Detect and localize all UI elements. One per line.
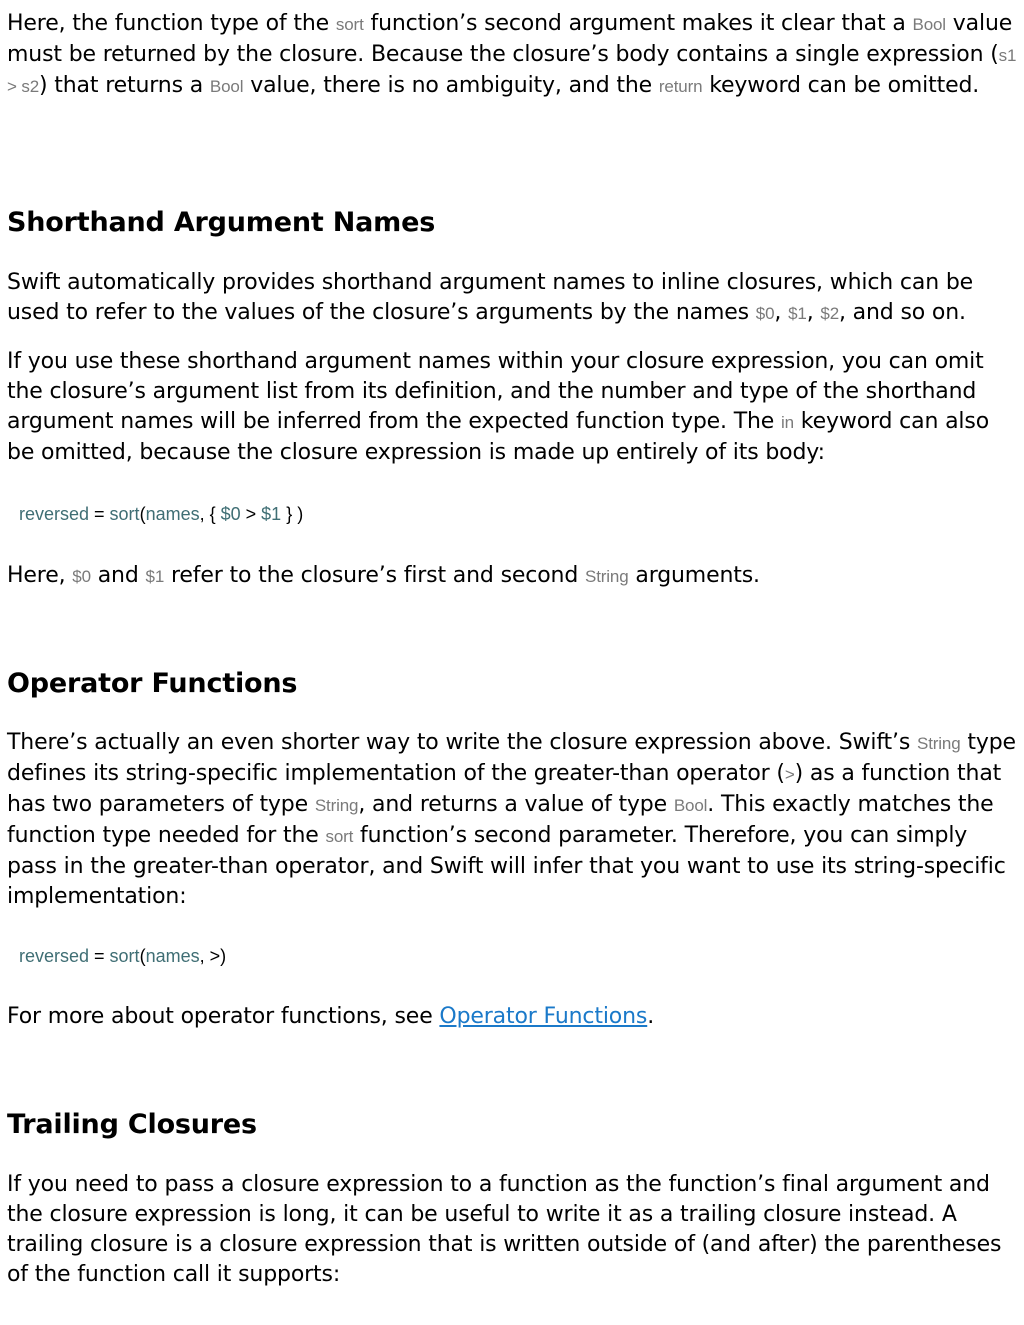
inline-code: $2	[820, 304, 839, 323]
operator-functions-link[interactable]: Operator Functions	[439, 1004, 648, 1029]
inline-code: Bool	[912, 15, 946, 34]
paragraph-shorthand-detail: If you use these shorthand argument names within your closure expression, you can omit the closure’s argument list from its definition, and the number and type of the shorthand argument names will be inferred from the expected function type. The in keyword can also be omitted, because the closure expression is made up entirely of its body:	[7, 349, 990, 465]
inline-code: s1 > s2	[7, 46, 1017, 96]
heading-trailing-closures: Trailing Closures	[7, 1109, 257, 1140]
code-block-shorthand: reversed = sort(names, { $0 > $1 } )	[19, 504, 304, 524]
inline-code: sort	[335, 15, 364, 34]
heading-shorthand-argument-names: Shorthand Argument Names	[7, 207, 436, 238]
paragraph-operator-see-also: For more about operator functions, see Operator Functions.	[7, 1004, 655, 1029]
inline-code: $1	[788, 304, 807, 323]
inline-code: String	[314, 796, 359, 815]
inline-code: Bool	[209, 77, 244, 96]
inline-code: $1	[145, 567, 165, 586]
inline-code: String	[585, 567, 629, 586]
inline-code: String	[917, 734, 961, 753]
inline-code: Bool	[673, 796, 708, 815]
paragraph-operator-intro: There’s actually an even shorter way to write the closure expression above. Swift’s String type defines its string-specific implementation of the greater-than operator (>) as a function that has two parameters of type String, and returns a value of type Bool. This exactly matches the function type needed for the sort function’s second parameter. Therefore, you can simply pass in the greater-than operator, and Swift will infer that you want to use its string-specific implementation:	[7, 730, 1016, 909]
inline-code: sort	[325, 827, 354, 846]
paragraph-closure-return: Here, the function type of the sort function’s second argument makes it clear that a Bool value must be returned by the closure. Because the closure’s body contains a single expression (s1 > s2) that returns a Bool value, there is no ambiguity, and the return keyword can be omitted.	[7, 11, 1017, 98]
inline-code: return	[658, 77, 703, 96]
inline-code: $0	[72, 567, 91, 586]
code-block-operator: reversed = sort(names, >)	[19, 946, 227, 966]
paragraph-shorthand-explain: Here, $0 and $1 refer to the closure’s first and second String arguments.	[7, 563, 760, 588]
paragraph-trailing-intro: If you need to pass a closure expression to a function as the function’s final argument and the closure expression is long, it can be useful to write it as a trailing closure instead. A trailing closure is a closure expression that is written outside of (and after) the parentheses of the function call it supports:	[7, 1172, 1002, 1287]
heading-operator-functions: Operator Functions	[7, 668, 298, 699]
inline-code: >	[784, 765, 795, 784]
inline-code: in	[781, 413, 794, 432]
paragraph-shorthand-intro: Swift automatically provides shorthand argument names to inline closures, which can be used to refer to the values of the closure’s arguments by the names $0, $1, $2, and so on.	[7, 270, 974, 325]
inline-code: $0	[755, 304, 775, 323]
